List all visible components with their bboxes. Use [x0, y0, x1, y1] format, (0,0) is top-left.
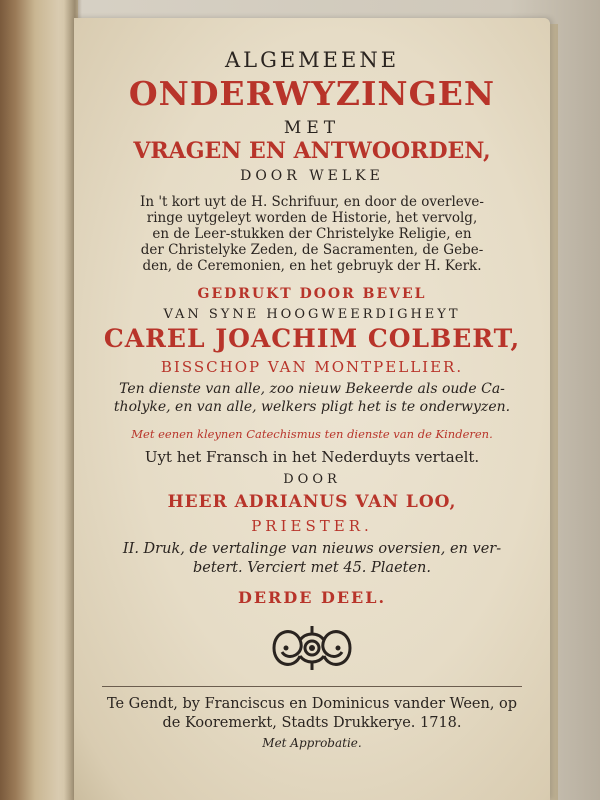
audience-paragraph: [96, 380, 528, 416]
title-line-onderwyzingen: ONDERWYZINGEN: [128, 74, 496, 113]
title-line-met: MET: [283, 118, 341, 138]
door-label: DOOR: [283, 472, 341, 487]
translator-name: HEER ADRIANUS VAN LOO,: [167, 492, 457, 512]
audience-line: tholyke, en van alle, welkers pligt het is te onderwyzen.: [113, 399, 511, 415]
description-line: en de Leer-stukken der Christelyke Religie, en: [152, 226, 472, 242]
author-office: BISSCHOP VAN MONTPELLIER.: [160, 358, 464, 376]
edition-line: II. Druk, de vertalinge van nieuws oversien, en ver-: [122, 541, 502, 557]
catechism-note: Met eenen kleynen Catechismus ten dienste van de Kinderen.: [131, 427, 493, 441]
approbation-note: Met Approbatie.: [262, 736, 362, 750]
imprint: [96, 695, 528, 733]
by-his-eminence: VAN SYNE HOOGWEERDIGHEYT: [163, 307, 461, 322]
author-name: CAREL JOACHIM COLBERT,: [103, 324, 521, 353]
volume-label: DERDE DEEL.: [237, 588, 387, 607]
printed-by-order: GEDRUKT DOOR BEVEL: [197, 286, 427, 302]
title-line-algemeene: ALGEMEENE: [224, 48, 400, 72]
printers-ornament-icon: [264, 618, 360, 678]
audience-line: Ten dienste van alle, zoo nieuw Bekeerde als oude Ca-: [119, 381, 505, 397]
imprint-line: de Kooremerkt, Stadts Drukkerye. 1718.: [162, 715, 462, 731]
description-line: In 't kort uyt de H. Schrifuur, en door de overleve-: [140, 194, 484, 210]
edition-paragraph: [96, 540, 528, 578]
imprint-line: Te Gendt, by Franciscus en Dominicus vander Ween, op: [106, 696, 518, 712]
divider-rule: [102, 686, 522, 687]
description-line: der Christelyke Zeden, de Sacramenten, de Gebe-: [140, 242, 484, 258]
description-line: den, de Ceremonien, en het gebruyk der H. Kerk.: [142, 258, 482, 274]
title-line-vragen: VRAGEN EN ANTWOORDEN,: [133, 138, 491, 164]
translation-note: Uyt het Fransch in het Nederduyts vertaelt.: [144, 448, 480, 466]
title-line-door-welke: DOOR WELKE: [240, 168, 384, 184]
description-paragraph: [96, 194, 528, 274]
title-page: [74, 18, 550, 800]
translator-title: PRIESTER.: [251, 517, 373, 535]
edition-line: betert. Verciert met 45. Plaeten.: [192, 560, 432, 576]
description-line: ringe uytgeleyt worden de Historie, het vervolg,: [146, 210, 478, 226]
